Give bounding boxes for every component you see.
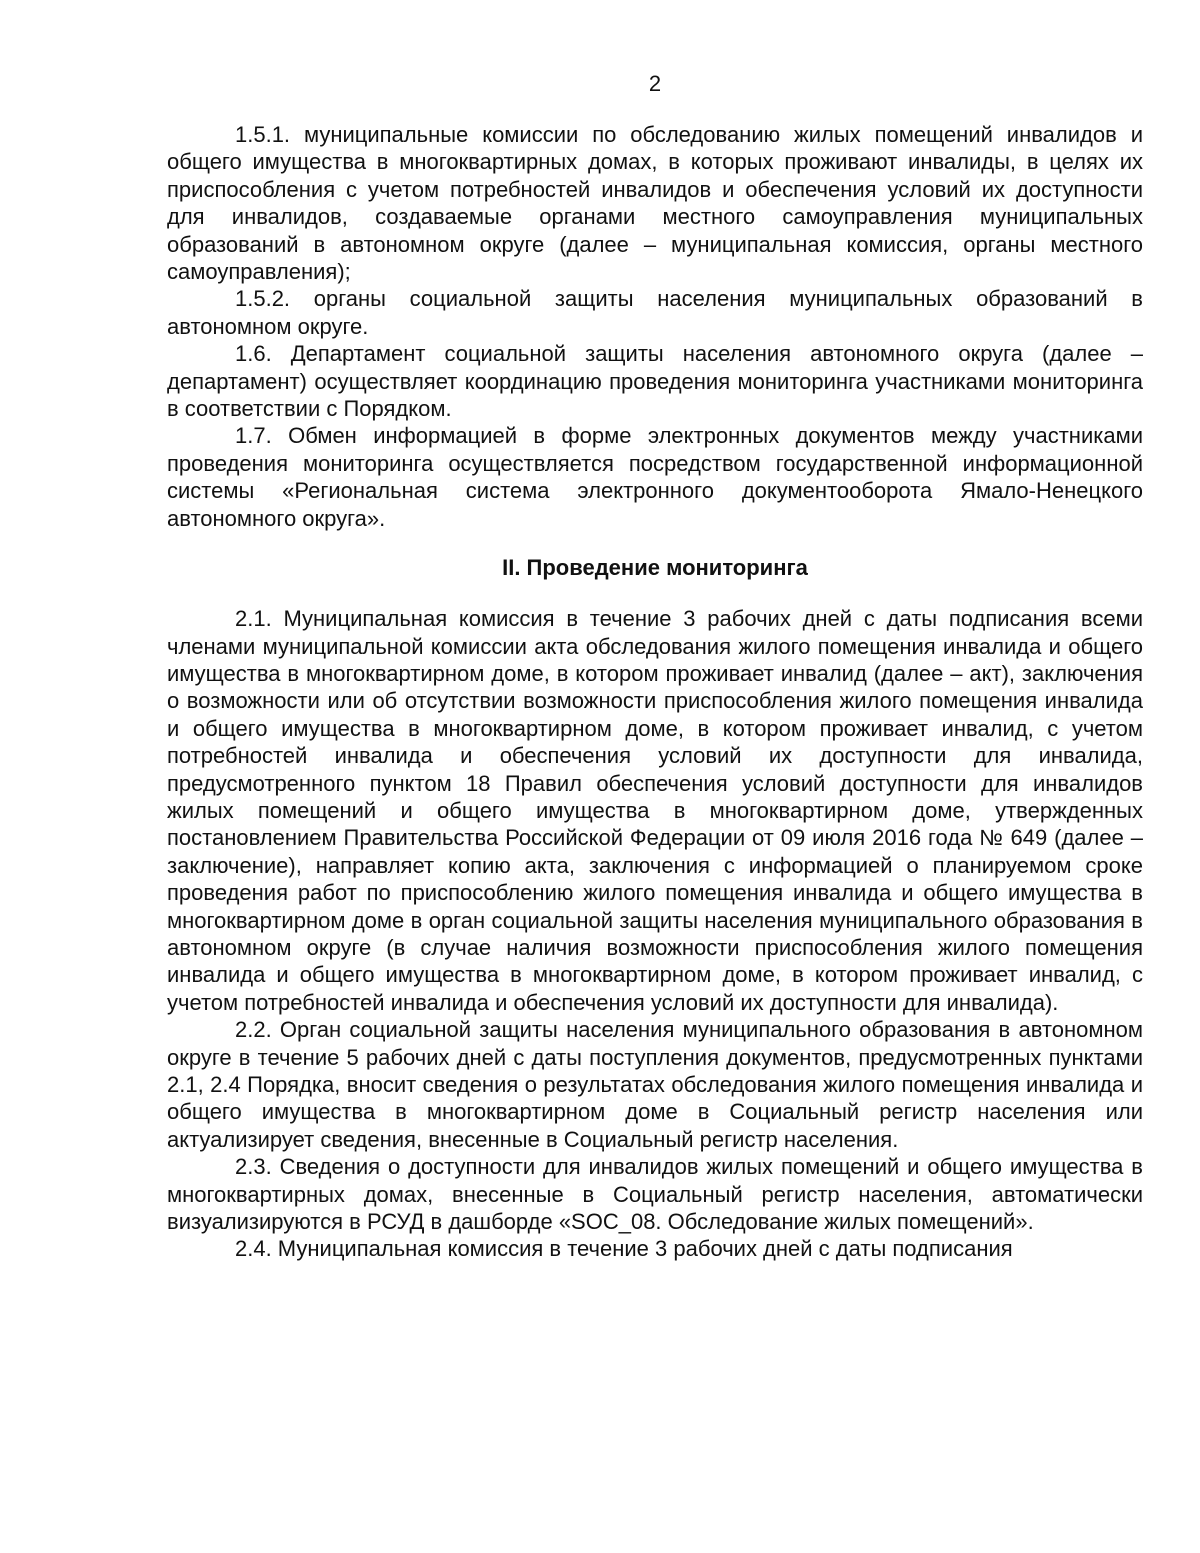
document-body — [167, 121, 1143, 1263]
paragraph-2-4: 2.4. Муниципальная комиссия в течение 3 рабочих дней с даты подписания — [235, 1236, 1013, 1262]
section-heading: II. Проведение мониторинга — [502, 555, 808, 581]
paragraph-2-1: 2.1. Муниципальная комиссия в течение 3 рабочих дней с даты подписания всеми членами муниципальной комиссии акта обследования жилого помещения инвалида и общего имущества в многоквартирном доме, в котором проживает инвалид (далее – акт), заключения о возможности или об отсутствии возможности приспособления жилого помещения инвалида и общего имущества в многоквартирном доме, в котором проживает инвалид, с учетом потребностей инвалида и обеспечения условий их доступности для инвалида, предусмотренного пунктом 18 Правил обеспечения условий доступности для инвалидов жилых помещений и общего имущества в многоквартирном доме, утвержденных постановлением Правительства Российской Федерации от 09 июля 2016 года № 649 (далее – заключение), направляет копию акта, заключения с информацией о планируемом сроке проведения работ по приспособлению жилого помещения инвалида и общего имущества в многоквартирном доме в орган социальной защиты населения муниципального образования в автономном округе (в случае наличия возможности приспособления жилого помещения инвалида и общего имущества в многоквартирном доме, в котором проживает инвалид, с учетом потребностей инвалида и обеспечения условий их доступности для инвалида). — [167, 606, 1143, 1015]
page-number: 2 — [648, 71, 662, 96]
paragraph-1-7: 1.7. Обмен информацией в форме электронных документов между участниками проведения мониторинга осуществляется посредством государственной информационной системы «Региональная система электронного документооборота Ямало-Ненецкого автономного округа». — [167, 423, 1143, 531]
paragraph-1-5-1: 1.5.1. муниципальные комиссии по обследованию жилых помещений инвалидов и общего имущества в многоквартирных домах, в которых проживают инвалиды, в целях их приспособления с учетом потребностей инвалидов и обеспечения условий их доступности для инвалидов, создаваемые органами местного самоуправления муниципальных образований в автономном округе (далее – муниципальная комиссия, органы местного самоуправления); — [167, 122, 1143, 285]
paragraph-2-3: 2.3. Сведения о доступности для инвалидов жилых помещений и общего имущества в многоквартирных домах, внесенные в Социальный регистр населения, автоматически визуализируются в РСУД в дашборде «SOC_08. Обследование жилых помещений». — [167, 1154, 1143, 1235]
paragraph-1-5-2: 1.5.2. органы социальной защиты населения муниципальных образований в автономном округе. — [167, 286, 1143, 339]
paragraph-2-2: 2.2. Орган социальной защиты населения муниципального образования в автономном округе в течение 5 рабочих дней с даты поступления документов, предусмотренных пунктами 2.1, 2.4 Порядка, вносит сведения о результатах обследования жилого помещения инвалида и общего имущества в многоквартирном доме в Социальный регистр населения или актуализирует сведения, внесенные в Социальный регистр населения. — [167, 1017, 1143, 1152]
paragraph-1-6: 1.6. Департамент социальной защиты населения автономного округа (далее – департамент) осуществляет координацию проведения мониторинга участниками мониторинга в соответствии с Порядком. — [167, 341, 1143, 422]
